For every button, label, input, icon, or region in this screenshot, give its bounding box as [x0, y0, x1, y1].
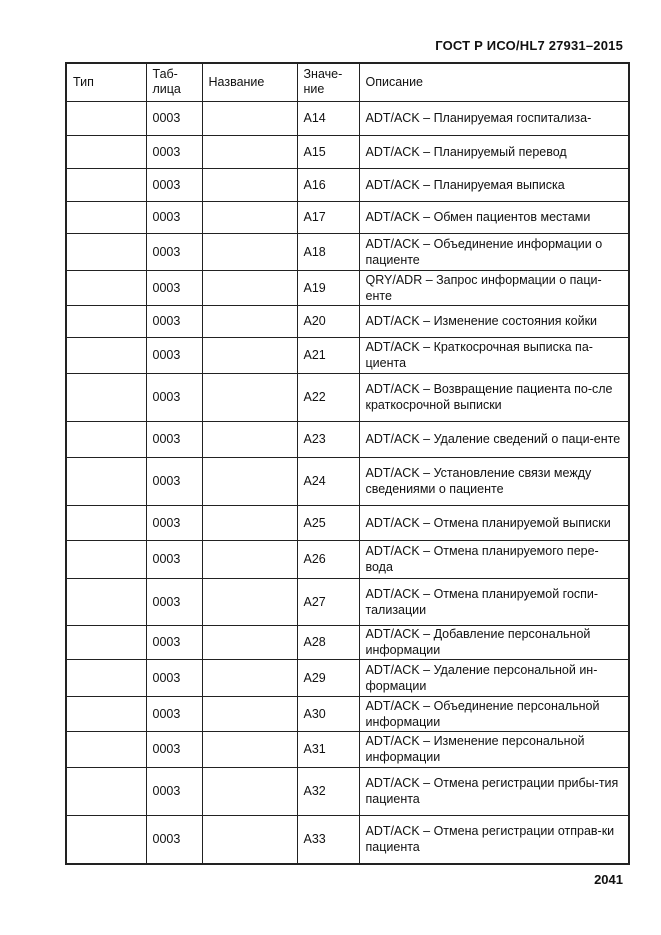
cell-name — [202, 305, 297, 337]
table-body — [66, 101, 629, 864]
cell-name — [202, 135, 297, 168]
cell-table: 0003 — [146, 659, 202, 696]
cell-type — [66, 815, 146, 864]
table-row — [66, 270, 629, 305]
table-row — [66, 815, 629, 864]
table-row — [66, 201, 629, 233]
document-header: ГОСТ Р ИСО/HL7 27931–2015 — [435, 38, 623, 53]
cell-description: ADT/ACK – Планируемая выписка — [359, 168, 629, 201]
cell-name — [202, 625, 297, 659]
cell-value: A33 — [297, 815, 359, 864]
cell-value: A24 — [297, 457, 359, 505]
cell-description: ADT/ACK – Обмен пациентов местами — [359, 201, 629, 233]
cell-type — [66, 696, 146, 731]
cell-table: 0003 — [146, 731, 202, 767]
cell-value: A23 — [297, 421, 359, 457]
table-row — [66, 233, 629, 270]
table-row — [66, 457, 629, 505]
cell-name — [202, 373, 297, 421]
cell-description: ADT/ACK – Отмена планируемой выписки — [359, 505, 629, 540]
cell-description: ADT/ACK – Объединение персональной информации — [359, 696, 629, 731]
cell-value: A21 — [297, 337, 359, 373]
cell-table: 0003 — [146, 233, 202, 270]
cell-type — [66, 233, 146, 270]
cell-description: ADT/ACK – Планируемый перевод — [359, 135, 629, 168]
cell-type — [66, 373, 146, 421]
cell-type — [66, 540, 146, 578]
table-row — [66, 540, 629, 578]
cell-table: 0003 — [146, 457, 202, 505]
cell-value: A29 — [297, 659, 359, 696]
cell-value: A16 — [297, 168, 359, 201]
cell-table: 0003 — [146, 270, 202, 305]
table-row — [66, 305, 629, 337]
cell-table: 0003 — [146, 696, 202, 731]
table-row — [66, 373, 629, 421]
cell-table: 0003 — [146, 337, 202, 373]
cell-type — [66, 731, 146, 767]
cell-name — [202, 101, 297, 135]
cell-name — [202, 168, 297, 201]
cell-table: 0003 — [146, 373, 202, 421]
table-row — [66, 767, 629, 815]
cell-name — [202, 767, 297, 815]
table-row — [66, 731, 629, 767]
table-row — [66, 101, 629, 135]
cell-description: ADT/ACK – Возвращение пациента по-сле краткосрочной выписки — [359, 373, 629, 421]
page-number: 2041 — [594, 872, 623, 887]
cell-table: 0003 — [146, 421, 202, 457]
column-header-description: Описание — [359, 63, 629, 101]
cell-name — [202, 815, 297, 864]
cell-description: ADT/ACK – Изменение персональной информации — [359, 731, 629, 767]
cell-value: A15 — [297, 135, 359, 168]
cell-name — [202, 505, 297, 540]
cell-value: A30 — [297, 696, 359, 731]
cell-description: ADT/ACK – Добавление персональной информации — [359, 625, 629, 659]
cell-type — [66, 457, 146, 505]
cell-name — [202, 457, 297, 505]
column-header-value: Значе- ние — [297, 63, 359, 101]
table-row — [66, 659, 629, 696]
cell-type — [66, 625, 146, 659]
cell-name — [202, 201, 297, 233]
cell-value: A28 — [297, 625, 359, 659]
cell-table: 0003 — [146, 815, 202, 864]
cell-table: 0003 — [146, 101, 202, 135]
cell-name — [202, 421, 297, 457]
cell-table: 0003 — [146, 540, 202, 578]
table-row — [66, 168, 629, 201]
table-row — [66, 505, 629, 540]
cell-description: ADT/ACK – Отмена планируемой госпи-тализации — [359, 578, 629, 625]
cell-value: A19 — [297, 270, 359, 305]
table-row — [66, 578, 629, 625]
cell-type — [66, 337, 146, 373]
code-table — [65, 62, 630, 865]
cell-table: 0003 — [146, 625, 202, 659]
table-row — [66, 696, 629, 731]
cell-type — [66, 135, 146, 168]
cell-description: ADT/ACK – Отмена регистрации прибы-тия пациента — [359, 767, 629, 815]
cell-description: ADT/ACK – Краткосрочная выписка па-циента — [359, 337, 629, 373]
cell-description: ADT/ACK – Планируемая госпитализа- — [359, 101, 629, 135]
cell-value: A25 — [297, 505, 359, 540]
cell-table: 0003 — [146, 767, 202, 815]
cell-table: 0003 — [146, 505, 202, 540]
cell-description: ADT/ACK – Удаление персональной ин-формации — [359, 659, 629, 696]
cell-name — [202, 337, 297, 373]
cell-value: A18 — [297, 233, 359, 270]
cell-description: ADT/ACK – Удаление сведений о паци-енте — [359, 421, 629, 457]
cell-value: A14 — [297, 101, 359, 135]
table-header-row — [66, 63, 629, 101]
cell-name — [202, 731, 297, 767]
cell-table: 0003 — [146, 168, 202, 201]
cell-name — [202, 578, 297, 625]
cell-name — [202, 270, 297, 305]
cell-type — [66, 270, 146, 305]
cell-table: 0003 — [146, 305, 202, 337]
cell-description: ADT/ACK – Объединение информации о пациенте — [359, 233, 629, 270]
column-header-name: Название — [202, 63, 297, 101]
cell-type — [66, 201, 146, 233]
cell-type — [66, 659, 146, 696]
table-row — [66, 421, 629, 457]
cell-description: ADT/ACK – Отмена планируемого пере-вода — [359, 540, 629, 578]
cell-description: ADT/ACK – Отмена регистрации отправ-ки пациента — [359, 815, 629, 864]
table-row — [66, 625, 629, 659]
cell-type — [66, 578, 146, 625]
cell-type — [66, 767, 146, 815]
column-header-type: Тип — [66, 63, 146, 101]
cell-value: A22 — [297, 373, 359, 421]
cell-name — [202, 540, 297, 578]
cell-table: 0003 — [146, 135, 202, 168]
cell-type — [66, 505, 146, 540]
cell-value: A32 — [297, 767, 359, 815]
cell-name — [202, 696, 297, 731]
cell-type — [66, 421, 146, 457]
cell-value: A27 — [297, 578, 359, 625]
cell-type — [66, 101, 146, 135]
cell-name — [202, 659, 297, 696]
cell-table: 0003 — [146, 201, 202, 233]
cell-table: 0003 — [146, 578, 202, 625]
cell-value: A26 — [297, 540, 359, 578]
cell-value: A20 — [297, 305, 359, 337]
cell-name — [202, 233, 297, 270]
cell-type — [66, 168, 146, 201]
table-row — [66, 337, 629, 373]
cell-description: QRY/ADR – Запрос информации о паци-енте — [359, 270, 629, 305]
table-row — [66, 135, 629, 168]
cell-description: ADT/ACK – Изменение состояния койки — [359, 305, 629, 337]
cell-description: ADT/ACK – Установление связи между сведениями о пациенте — [359, 457, 629, 505]
cell-value: A31 — [297, 731, 359, 767]
cell-value: A17 — [297, 201, 359, 233]
column-header-table: Таб- лица — [146, 63, 202, 101]
cell-type — [66, 305, 146, 337]
